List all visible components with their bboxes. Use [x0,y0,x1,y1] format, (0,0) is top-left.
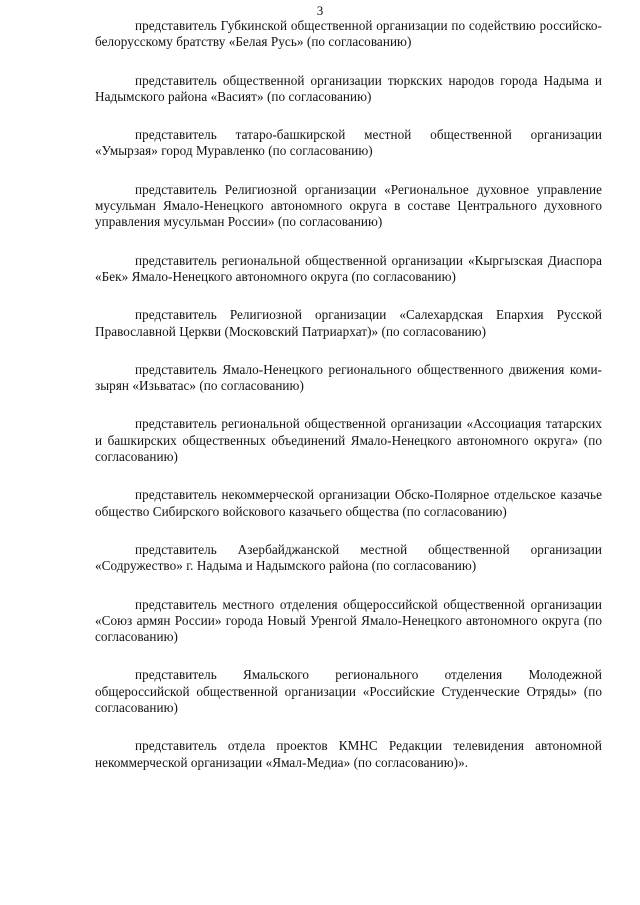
paragraph-vasiyat: представитель общественной организации тюркских народов города Надыма и Надымского района «Васият» (по согласованию) [95,72,602,104]
paragraph-tatar-bashkir-association: представитель региональной общественной организации «Ассоциация татарских и башкирских общественных объединений Ямало-Ненецкого автономного округа» (по согласованию) [95,416,602,465]
paragraph-salekhard-eparchy: представитель Религиозной организации «Салехардская Епархия Русской Православной Церкви (Московский Патриархат)» (по согласованию) [95,307,602,339]
paragraph-cossack-society: представитель некоммерческой организации Обско-Полярное отдельское казачье общество Сибирского войскового казачьего общества (по согласованию) [95,487,602,519]
paragraph-student-brigades: представитель Ямальского регионального отделения Молодежной общероссийской общественной организации «Российские Студенческие Отряды» (по согласованию) [95,667,602,716]
paragraph-belaya-rus: представитель Губкинской общественной организации по содействию российско-белорусскому братству «Белая Русь» (по согласованию) [95,18,602,50]
document-body [95,18,602,793]
paragraph-yamal-media: представитель отдела проектов КМНС Редакции телевидения автономной некоммерческой организации «Ямал-Медиа» (по согласованию)». [95,738,602,770]
paragraph-sodruzhestvo: представитель Азербайджанской местной общественной организации «Содружество» г. Надыма и Надымского района (по согласованию) [95,541,602,574]
paragraph-kyrgyz-diaspora: представитель региональной общественной организации «Кыргызская Диаспора «Бек» Ямало-Ненецкого автономного округа (по согласованию) [95,252,602,284]
paragraph-umyrzaya: представитель татаро-башкирской местной общественной организации «Умырзая» город Муравленко (по согласованию) [95,127,602,159]
page-number: 3 [316,3,324,18]
paragraph-muslim-spiritual-board: представитель Религиозной организации «Региональное духовное управление мусульман Ямало-Ненецкого автономного округа в составе Центрального духовного управления мусульман России» (по согласованию) [95,181,602,230]
paragraph-armenian-union: представитель местного отделения общероссийской общественной организации «Союз армян России» города Новый Уренгой Ямало-Ненецкого автономного округа (по согласованию) [95,596,602,645]
paragraph-izvatas: представитель Ямало-Ненецкого регионального общественного движения коми-зырян «Изьватас» (по согласованию) [95,361,602,394]
